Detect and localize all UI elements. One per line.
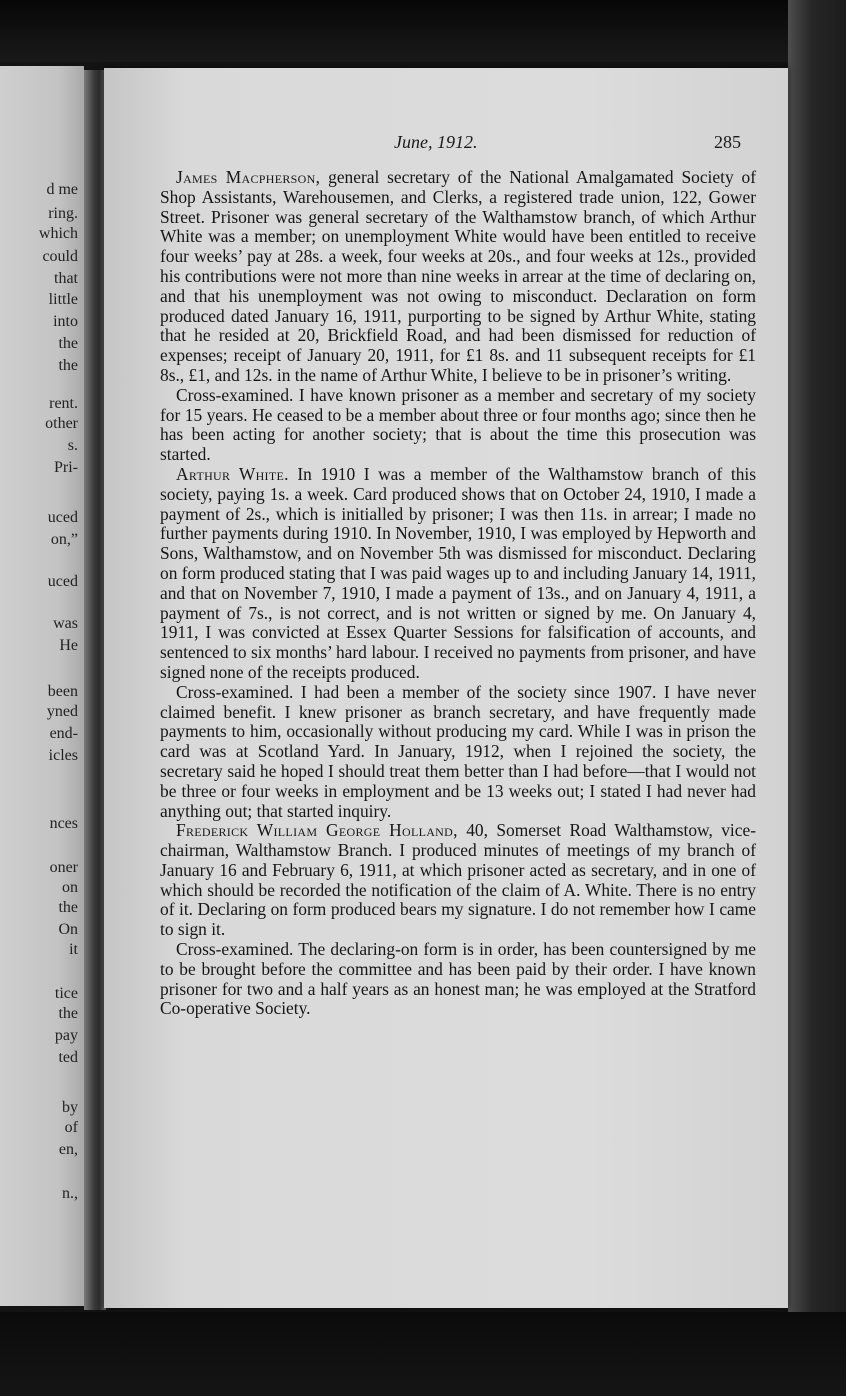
- left-page-fragment: pay: [54, 1027, 78, 1044]
- dark-background-right: [788, 0, 846, 1396]
- dark-background-bottom: [0, 1312, 846, 1396]
- left-page-fragment: yned: [46, 703, 78, 720]
- left-page-fragment: nces: [49, 815, 78, 832]
- left-page-fragment: been: [47, 683, 78, 700]
- book-gutter: [84, 70, 106, 1310]
- left-page-fragment: on,”: [50, 531, 78, 548]
- left-page-fragment: He: [59, 637, 78, 654]
- paragraph-cross-examined-3: [160, 940, 756, 1019]
- witness-name: James Macpherson,: [176, 167, 321, 187]
- witness-name: Arthur White.: [176, 463, 289, 484]
- paragraph-cross-examined-2: [160, 683, 756, 822]
- page-number: 285: [714, 132, 741, 152]
- left-page-fragment: the: [58, 335, 78, 352]
- left-page-fragment: the: [58, 1005, 78, 1022]
- left-page-fragment: uced: [47, 509, 78, 526]
- paragraph-text: Cross-examined. The declaring-on form is in order, has been countersigned by me to be brought before the committee and has been paid by their order. I have known prisoner for two and a half years as an honest man; he was employed at the Stratford Co-operative Society.: [160, 939, 756, 1019]
- left-page-fragment: was: [53, 615, 78, 632]
- paragraph-text: Cross-examined. I have known prisoner as a member and secretary of my society for 15 years. He ceased to be a member about three or four months ago; since then he has been acting for another society; that is about the time this prosecution was started.: [160, 384, 756, 465]
- running-head-date: June, 1912.: [394, 132, 478, 152]
- paragraph-holland: [160, 821, 756, 940]
- paragraph-text: general secretary of the National Amalgamated Society of Shop Assistants, Warehousemen, and Clerks, a registered trade union, 122, Gower Street. Prisoner was general secretary of the Walthamstow branch, of which Arthur White was a member; on unemployment White would have been entitled to receive four weeks’ pay at 28s. a week, four weeks at 20s., and four weeks at 12s., provided his contributions were not more than nine weeks in arrear at the time of declaring on, and that his unemployment was not owing to misconduct. Declaration on form produced dated January 16, 1911, purporting to be signed by Arthur White, stating that he resided at 20, Brickfield Road, and had been dismissed for reduction of expenses; receipt of January 20, 1911, for £1 8s. and 11 subsequent receipts for £1 8s., £1, and 12s. in the name of Arthur White, I believe to be in prisoner’s writing.: [160, 167, 756, 385]
- left-page-fragment: of: [64, 1119, 78, 1136]
- left-page-fragment: rent.: [49, 395, 78, 412]
- left-page-fragment: n.,: [62, 1185, 78, 1202]
- witness-name: Frederick William George Holland,: [176, 820, 458, 841]
- dark-background-top: [0, 0, 846, 62]
- left-page-fragment: On: [58, 921, 78, 938]
- left-page-fragment: icles: [48, 747, 78, 764]
- running-head: [104, 132, 788, 156]
- left-page-fragment: by: [62, 1099, 78, 1116]
- left-page-fragment: which: [38, 225, 78, 242]
- left-page-fragment: could: [42, 248, 78, 265]
- left-page-fragment: end-: [49, 725, 78, 742]
- left-page-fragment: d me: [46, 181, 78, 198]
- left-page-edge: [0, 66, 84, 1306]
- left-page-fragment: en,: [58, 1141, 78, 1158]
- body-text: [160, 168, 756, 1019]
- left-page-fragment: the: [58, 899, 78, 916]
- left-page-fragment: that: [54, 270, 78, 287]
- left-page-fragment: Pri-: [54, 459, 78, 476]
- left-page-fragment: ted: [58, 1049, 78, 1066]
- paragraph-white: [160, 465, 756, 683]
- left-page-fragment: other: [45, 415, 78, 432]
- left-page-fragment: it: [69, 941, 78, 958]
- left-page-fragment: on: [62, 879, 78, 896]
- left-page-fragment: the: [58, 357, 78, 374]
- left-page-fragment: oner: [49, 859, 78, 876]
- paragraph-text: In 1910 I was a member of the Walthamstow branch of this society, paying 1s. a week. Card produced shows that on October 24, 1910, I made a payment of 2s., which is initialled by prisoner; I was then 11s. in arrear; I made no further payments during 1910. In November, 1910, I was employed by Hepworth and Sons, Walthamstow, and on November 5th was dismissed for misconduct. Declaring on form produced stating that I was paid wages up to and including January 14, 1911, and that on November 7, 1910, I made a payment of 13s., and on January 4, 1911, a payment of 7s., is not correct, and is not written or signed by me. On January 4, 1911, I was convicted at Essex Quarter Sessions for falsification of accounts, and sentenced to six months’ hard labour. I received no payments from prisoner, and have signed none of the receipts produced.: [160, 463, 756, 682]
- paragraph-cross-examined-1: [160, 386, 756, 465]
- left-page-fragment: into: [53, 313, 78, 330]
- left-page-fragment: uced: [47, 573, 78, 590]
- left-page-fragment: s.: [67, 437, 78, 454]
- right-page: [104, 68, 788, 1308]
- paragraph-macpherson: [160, 168, 756, 386]
- paragraph-text: Cross-examined. I had been a member of the society since 1907. I have never claimed benefit. I knew prisoner as branch secretary, and have frequently made payments to him, occasionally without producing my card. While I was in prison the card was at Scotland Yard. In January, 1912, when I rejoined the society, the secretary said he hoped I should treat them better than I had before—that I would not be three or four weeks in employment and be 13 weeks out; I stated I had never had anything out; that started inquiry.: [160, 681, 756, 821]
- left-page-fragment: little: [48, 291, 78, 308]
- paragraph-text: 40, Somerset Road Walthamstow, vice-chairman, Walthamstow Branch. I produced minutes of meetings of my branch of January 16 and February 6, 1911, at which prisoner acted as secretary, and in one of which should be recorded the notification of the claim of A. White. There is no entry of it. Declaring on form produced bears my signature. I do not remember how I came to sign it.: [160, 820, 756, 940]
- left-page-fragment: tice: [54, 985, 78, 1002]
- left-page-fragment: ring.: [48, 205, 78, 222]
